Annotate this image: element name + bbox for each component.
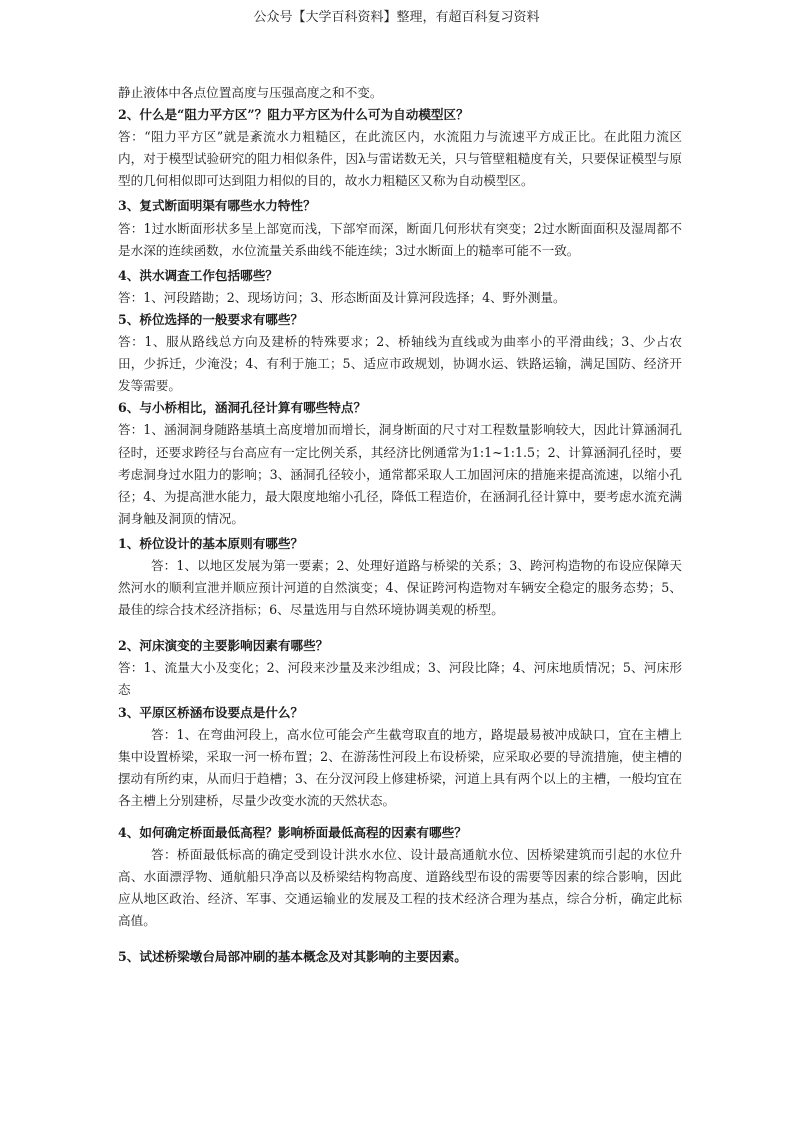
question-heading: 6、与小桥相比，涵洞孔径计算有哪些特点？ xyxy=(118,400,367,416)
question-heading: 5、桥位选择的一般要求有哪些？ xyxy=(118,311,304,327)
document-body xyxy=(118,82,682,969)
question-heading: 2、什么是“阻力平方区”？阻力平方区为什么可为自动模型区？ xyxy=(118,107,469,123)
answer-text: 答：1过水断面形状多呈上部宽而浅，下部窄而深，断面几何形状有突变；2过水断面面积及湿周都不是水深的连续函数，水位流量关系曲线不能连续；3过水断面上的糙率可能不一致。 xyxy=(118,220,682,258)
question-heading: 3、平原区桥涵布设要点是什么？ xyxy=(118,704,304,720)
question-heading: 4、如何确定桥面最低高程？影响桥面最低高程的因素有哪些？ xyxy=(118,825,467,840)
answer-text: 答：1、服从路线总方向及建桥的特殊要求；2、桥轴线为直线或为曲率小的平滑曲线；3、少占农田，少拆迁，少淹没；4、有利于施工；5、适应市政规划，协调水运、铁路运输，满足国防、经济开发等需要。 xyxy=(118,334,682,394)
answer-text: 答：1、在弯曲河段上，高水位可能会产生截弯取直的地方，路堤最易被冲成缺口，宜在主槽上集中设置桥梁，采取一河一桥布置；2、在游荡性河段上布设桥梁，应采取必要的导流措施，使主槽的摆动有所约束，从而归于趋槽；3、在分汊河段上修建桥梁，河道上具有两个以上的主槽，一般均宜在各主槽上分别建桥，尽量少改变水流的天然状态。 xyxy=(118,726,682,808)
answer-text: 答：1、河段踏勘；2、现场访问；3、形态断面及计算河段选择；4、野外测量。 xyxy=(118,289,566,305)
answer-text: 静止液体中各点位置高度与压强高度之和不变。 xyxy=(118,85,383,100)
question-heading: 2、河床演变的主要影响因素有哪些？ xyxy=(118,638,329,654)
question-heading: 3、复式断面明渠有哪些水力特性？ xyxy=(118,198,316,214)
question-heading: 4、洪水调查工作包括哪些？ xyxy=(118,267,278,283)
answer-text: 答：1、涵洞洞身随路基填土高度增加而增长，洞身断面的尺寸对工程数量影响较大，因此计算涵洞孔径时，还要求跨径与台高应有一定比例关系，其经济比例通常为1:1~1:1.5；2、计算涵洞孔径时，要考虑洞身过水阻力的影响；3、涵洞孔径较小，通常都采取人工加固河床的措施来提高流速，以缩小孔径；4、为提高泄水能力，最大限度地缩小孔径，降低工程造价，在涵洞孔径计算中，要考虑水流充满洞身触及洞顶的情况。 xyxy=(118,422,682,526)
page-header: 公众号【大学百科资料】整理，有超百科复习资料 xyxy=(253,10,540,25)
answer-text: 答：桥面最低标高的确定受到设计洪水水位、设计最高通航水位、因桥梁建筑而引起的水位升高、水面漂浮物、通航船只净高以及桥梁结构物高度、道路线型布设的需要等因素的综合影响，因此应从地区政治、经济、军事、交通运输业的发展及工程的技术经济合理为基点，综合分析，确定此标高值。 xyxy=(118,847,682,929)
question-heading: 5、试述桥梁墩台局部冲刷的基本概念及对其影响的主要因素。 xyxy=(118,949,467,965)
question-heading: 1、桥位设计的基本原则有哪些？ xyxy=(118,535,304,551)
answer-text: 答：1、以地区发展为第一要素；2、处理好道路与桥梁的关系；3、跨河构造物的布设应保障天然河水的顺利宣泄并顺应预计河道的自然演变；4、保证跨河构造物对车辆安全稳定的服务态势；5、最佳的综合技术经济指标；6、尽量选用与自然环境协调美观的桥型。 xyxy=(118,557,682,618)
answer-text: 答：“阻力平方区”就是紊流水力粗糙区，在此流区内，水流阻力与流速平方成正比。在此阻力流区内，对于模型试验研究的阻力相似条件，因λ与雷诺数无关，只与管壁粗糙度有关，只要保证模型与原型的几何相似即可达到阻力相似的目的，故水力粗糙区又称为自动模型区。 xyxy=(118,129,682,189)
answer-text: 答：1、流量大小及变化；2、河段来沙量及来沙组成；3、河段比降；4、河床地质情况；5、河床形态 xyxy=(118,660,682,698)
